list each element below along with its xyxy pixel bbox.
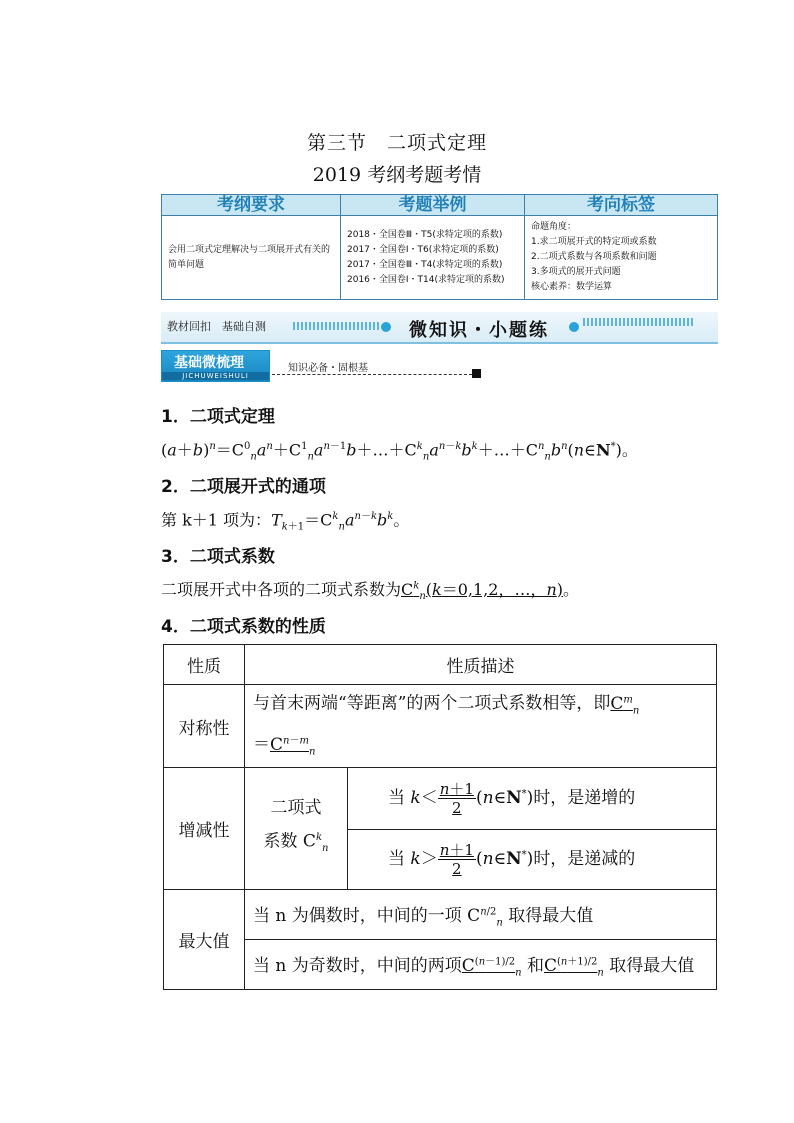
section-title: 第三节 二项式定理 xyxy=(306,132,487,154)
heading-coefficient-properties: 4．二项式系数的性质 xyxy=(161,617,326,637)
coefficient-label-line2: 系数 xyxy=(263,831,298,852)
section-badge-title: 基础微梳理 xyxy=(174,355,244,371)
decreasing-condition: 当 k＞ $\frac{n+1}{2}$ (n∈N*)时，是递减的 xyxy=(348,830,717,890)
maximum-even-text: 当 n 为偶数时，中间的一项 xyxy=(253,905,462,926)
decreasing-text: 时，是递减的 xyxy=(533,849,636,870)
header-requirement: 考纲要求 xyxy=(162,195,341,216)
section-subtitle: 知识必备・固根基 xyxy=(288,363,368,374)
tag-item: 2.二项式系数与各项系数和问题 xyxy=(531,252,657,262)
maximum-odd-case: 当 n 为奇数时，中间的两项$C^{(n-1)/2}_n$ 和$C^{(n+1)/2}_n$ 取得最大值 xyxy=(245,940,717,990)
example-item: 2017・全国卷Ⅰ・T6(求特定项的系数) xyxy=(347,244,499,255)
header-examples: 考题举例 xyxy=(341,195,525,216)
section-badge xyxy=(161,350,270,382)
ball-icon xyxy=(381,322,391,332)
symmetry-label: 对称性 xyxy=(164,685,245,768)
banner-title: 微知识・小题练 xyxy=(409,320,549,341)
increasing-text: 时，是递增的 xyxy=(533,788,636,809)
increasing-condition: 当 k＜ $\frac{n+1}{2}$ (n∈N*)时，是递增的 xyxy=(348,768,717,830)
heading-binomial-theorem: 1．二项式定理 xyxy=(161,407,275,427)
maximum-odd-end: 取得最大值 xyxy=(609,955,695,976)
monotonicity-label: 增减性 xyxy=(164,768,245,890)
examples-cell xyxy=(341,216,525,300)
maximum-odd-text: 当 n 为奇数时，中间的两项 xyxy=(253,955,462,976)
dots-decoration xyxy=(293,322,381,330)
dashed-divider xyxy=(272,374,472,375)
formula-general-term: 第 k＋1 项为：$T_{k+1}=C^k_na^{n-k}b^k$。 xyxy=(161,510,410,533)
tag-item: 核心素养：数学运算 xyxy=(531,282,613,292)
maximum-label: 最大值 xyxy=(164,890,245,990)
symmetry-text: 与首末两端“等距离”的两个二项式系数相等，即 xyxy=(253,693,611,714)
maximum-even-end: 取得最大值 xyxy=(508,905,594,926)
section-badge-pinyin: JICHUWEISHULI xyxy=(162,372,269,380)
tag-item: 1.求二项展开式的特定项或系数 xyxy=(531,237,657,247)
properties-table xyxy=(163,644,717,990)
coefficient-description: 二项展开式中各项的二项式系数为$C^k_n(k=0,1,2$，…，n)。 xyxy=(161,580,580,603)
coefficient-label: 二项式 系数 $C^k_n$ xyxy=(245,768,348,890)
coefficient-label-line1: 二项式 xyxy=(270,798,322,819)
ball-icon xyxy=(569,322,579,332)
header-tags: 考向标签 xyxy=(525,195,718,216)
tags-cell xyxy=(525,216,718,300)
syllabus-table xyxy=(161,194,718,300)
section-banner xyxy=(161,312,718,344)
tag-item: 3.多项式的展开式问题 xyxy=(531,267,621,277)
banner-left-text: 教材回扣 基础自测 xyxy=(167,320,266,333)
heading-binomial-coefficient: 3．二项式系数 xyxy=(161,547,275,567)
square-bullet-icon xyxy=(472,369,481,378)
dots-decoration xyxy=(583,318,693,326)
table-header-description: 性质描述 xyxy=(245,645,717,685)
example-item: 2016・全国卷Ⅰ・T14(求特定项的系数) xyxy=(347,274,505,285)
syllabus-heading: 2019 考纲考题考情 xyxy=(312,164,482,186)
heading-general-term: 2．二项展开式的通项 xyxy=(161,477,326,497)
general-term-prefix: 第 k＋1 项为： xyxy=(161,510,272,530)
example-item: 2018・全国卷Ⅲ・T5(求特定项的系数) xyxy=(347,229,503,240)
maximum-even-case: 当 n 为偶数时，中间的一项 $C^{n/2}_n$ 取得最大值 xyxy=(245,890,717,940)
table-header-property: 性质 xyxy=(164,645,245,685)
requirement-cell: 会用二项式定理解决与二项展开式有关的简单问题 xyxy=(162,216,341,300)
example-item: 2017・全国卷Ⅲ・T4(求特定项的系数) xyxy=(347,259,503,270)
tag-item: 命题角度： xyxy=(531,222,577,232)
symmetry-description: 与首末两端“等距离”的两个二项式系数相等，即$C^m_n$ $=C^{n-m}_n$ xyxy=(245,685,717,768)
coefficient-prefix: 二项展开式中各项的二项式系数为 xyxy=(161,580,402,599)
formula-binomial-theorem: $(a+b)^n=C^0_na^n+C^1_na^{n-1}b+\dots+C^k_na^{n-k}b^k+\dots+C^n_nb^n(n\in N^*)$。 xyxy=(161,440,638,463)
